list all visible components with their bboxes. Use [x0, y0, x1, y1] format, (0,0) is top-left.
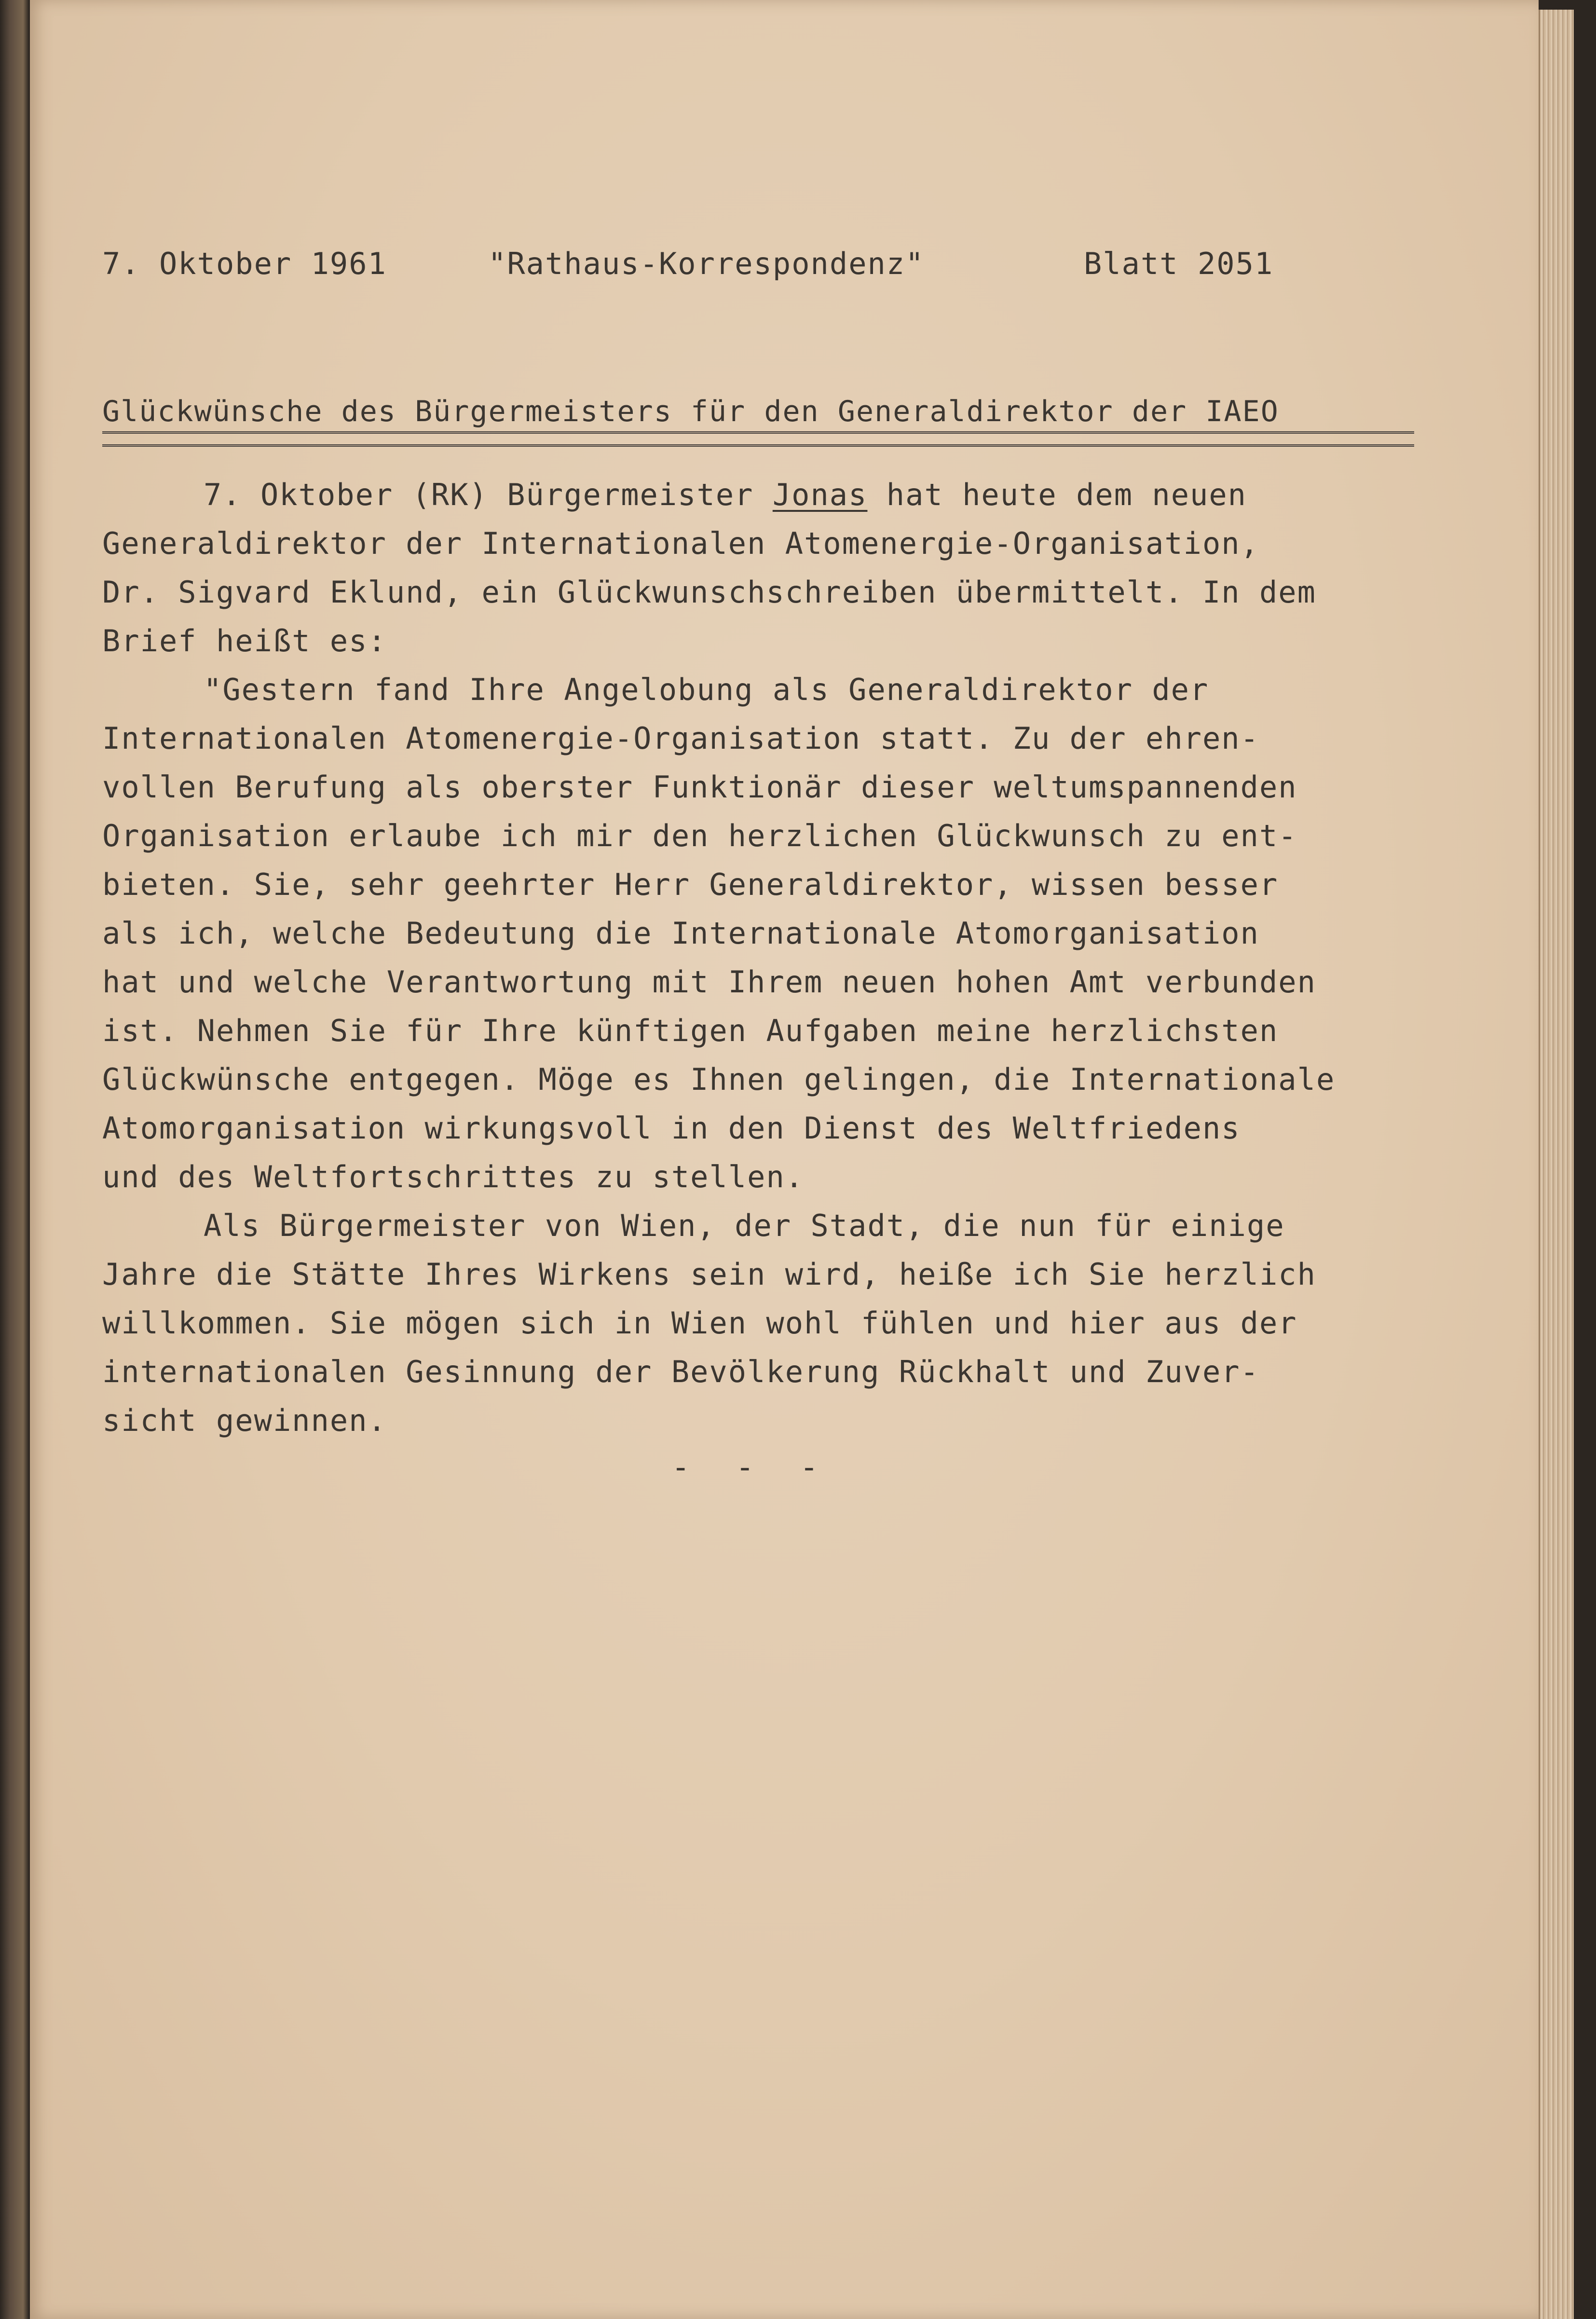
- p2-line-6: als ich, welche Bedeutung die Internationale Atomorganisation: [102, 916, 1259, 951]
- article-body: [102, 470, 1453, 1445]
- p1-rest: hat heute dem neuen: [867, 477, 1247, 512]
- p2-line-4: Organisation erlaube ich mir den herzlichen Glückwunsch zu ent-: [102, 818, 1297, 853]
- page-header: [102, 246, 1308, 289]
- p1-line-1: [102, 470, 1453, 519]
- p1-lead: 7. Oktober (RK) Bürgermeister: [204, 477, 773, 512]
- p3-line-3: willkommen. Sie mögen sich in Wien wohl fühlen und hier aus der: [102, 1305, 1297, 1341]
- article-title: Glückwünsche des Bürgermeisters für den Generaldirektor der IAEO: [102, 395, 1279, 428]
- p2-line-10: Atomorganisation wirkungsvoll in den Dienst des Weltfriedens: [102, 1111, 1241, 1146]
- typed-document: [30, 0, 1539, 2319]
- p1-line-4: Brief heißt es:: [102, 623, 387, 659]
- p3-line-1: Als Bürgermeister von Wien, der Stadt, die nun für einige: [204, 1208, 1285, 1243]
- header-date: 7. Oktober 1961: [102, 246, 387, 281]
- p2-line-2: Internationalen Atomenergie-Organisation statt. Zu der ehren-: [102, 721, 1259, 756]
- document-page: [30, 0, 1539, 2319]
- p2-line-8: ist. Nehmen Sie für Ihre künftigen Aufgaben meine herzlichsten: [102, 1013, 1279, 1048]
- p3-line-4: internationalen Gesinnung der Bevölkerung Rückhalt und Zuver-: [102, 1354, 1259, 1389]
- p2-line-9: Glückwünsche entgegen. Möge es Ihnen gelingen, die Internationale: [102, 1062, 1336, 1097]
- title-double-rule: [102, 431, 1414, 447]
- article-title-block: [102, 395, 1414, 447]
- p3-line-5: sicht gewinnen.: [102, 1403, 387, 1438]
- p1-line-3: Dr. Sigvard Eklund, ein Glückwunschschreiben übermittelt. In dem: [102, 575, 1316, 610]
- end-of-article-mark: - - -: [671, 1450, 832, 1485]
- p2-line-7: hat und welche Verantwortung mit Ihrem neuen hohen Amt verbunden: [102, 964, 1316, 1000]
- p3-line-2: Jahre die Stätte Ihres Wirkens sein wird, heiße ich Sie herzlich: [102, 1257, 1316, 1292]
- p2-line-3: vollen Berufung als oberster Funktionär dieser weltumspannenden: [102, 769, 1297, 805]
- p1-name-underlined: Jonas: [772, 477, 868, 512]
- page-stack-edge: [1539, 10, 1574, 2319]
- header-sheet-number: Blatt 2051: [1084, 246, 1274, 281]
- p2-line-5: bieten. Sie, sehr geehrter Herr Generaldirektor, wissen besser: [102, 867, 1279, 902]
- p1-line-2: Generaldirektor der Internationalen Atomenergie-Organisation,: [102, 526, 1259, 561]
- header-publication: "Rathaus-Korrespondenz": [488, 246, 925, 281]
- p2-line-11: und des Weltfortschrittes zu stellen.: [102, 1159, 805, 1194]
- p2-line-1: "Gestern fand Ihre Angelobung als Generaldirektor der: [204, 672, 1209, 707]
